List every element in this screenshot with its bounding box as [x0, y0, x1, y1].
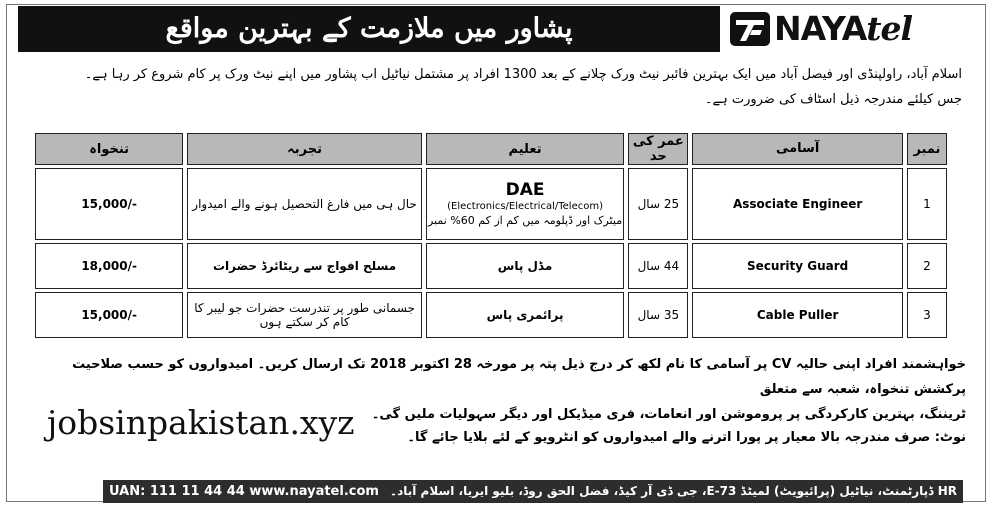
experience-cell: حال ہی میں فارغ التحصیل ہونے والے امیدوار [187, 168, 422, 240]
header-salary: تنخواہ [35, 133, 183, 165]
footer-address: HR ڈپارٹمنٹ، نیاٹیل (پرائیویٹ) لمیٹڈ E-73، جی ڈی آر کیڈ، فضل الحق روڈ، بلیو ایریا، اسلام آباد۔ [390, 484, 957, 498]
header-number: نمبر [907, 133, 947, 165]
education-cell: مڈل پاس [426, 243, 624, 289]
watermark: jobsinpakistan.xyz [47, 403, 355, 442]
intro-text [62, 62, 962, 112]
education-subtitle: (Electronics/Electrical/Telecom) [447, 200, 603, 212]
header-education: تعلیم [426, 133, 624, 165]
age-cell: 25 سال [628, 168, 688, 240]
vacancies-table [31, 130, 951, 341]
intro-line-2: جس کیلئے مندرجہ ذیل اسٹاف کی ضرورت ہے۔ [704, 92, 962, 107]
table-row [35, 168, 947, 240]
salary-cell: 15,000/- [35, 292, 183, 338]
footer-bar [103, 480, 963, 503]
education-title: DAE [505, 179, 545, 200]
nayatel-logo-mark-icon [728, 8, 772, 50]
salary-cell: 18,000/- [35, 243, 183, 289]
note-text: نوٹ: صرف مندرجہ بالا معیار پر پورا اترنے والے امیدواروں کو انٹرویو کے لئے بلایا جائے گا۔ [407, 430, 966, 445]
age-cell: 35 سال [628, 292, 688, 338]
header-position: آسامی [692, 133, 902, 165]
header-experience: تجربہ [187, 133, 422, 165]
table-header-row [35, 133, 947, 165]
salary-cell: 15,000/- [35, 168, 183, 240]
table-row [35, 292, 947, 338]
education-requirement: میٹرک اور ڈپلومہ میں کم از کم 60% نمبر [428, 213, 623, 227]
experience-cell: جسمانی طور پر تندرست حضرات جو لیبر کا کام کر سکتے ہوں [187, 292, 422, 338]
application-line-1: خواہشمند افراد اپنی حالیہ CV پر آسامی کا نام لکھ کر درج ذیل پتہ پر مورخہ 28 اکتوبر 2018 تک ارسال کریں۔ امیدواروں کو حسب صلاحیت پرکشش تنخواہ، شعبہ سے متعلق [72, 357, 966, 397]
footer-contact: UAN: 111 11 44 44 www.nayatel.com [109, 484, 379, 499]
header-age: عمر کی حد [628, 133, 688, 165]
table-row [35, 243, 947, 289]
number-cell: 3 [907, 292, 947, 338]
position-cell: Cable Puller [692, 292, 902, 338]
position-cell: Associate Engineer [692, 168, 902, 240]
logo-text: NAYAtel [774, 9, 913, 48]
age-cell: 44 سال [628, 243, 688, 289]
number-cell: 2 [907, 243, 947, 289]
position-cell: Security Guard [692, 243, 902, 289]
application-line-2: ٹریننگ، بہترین کارکردگی پر پروموشن اور انعامات، فری میڈیکل اور دیگر سہولیات ملیں گی۔ [371, 407, 966, 422]
page-title: پشاور میں ملازمت کے بہترین مواقع [18, 6, 720, 52]
number-cell: 1 [907, 168, 947, 240]
education-cell [426, 168, 624, 240]
education-cell: پرائمری پاس [426, 292, 624, 338]
nayatel-logo [728, 8, 968, 52]
intro-line-1: اسلام آباد، راولپنڈی اور فیصل آباد میں ایک بہترین فائبر نیٹ ورک چلانے کے بعد 1300 افراد پر مشتمل نیاٹیل اب پشاور میں اپنے نیٹ ورک پر کام شروع کر رہا ہے۔ [84, 67, 962, 82]
experience-cell: مسلح افواج سے ریٹائرڈ حضرات [187, 243, 422, 289]
